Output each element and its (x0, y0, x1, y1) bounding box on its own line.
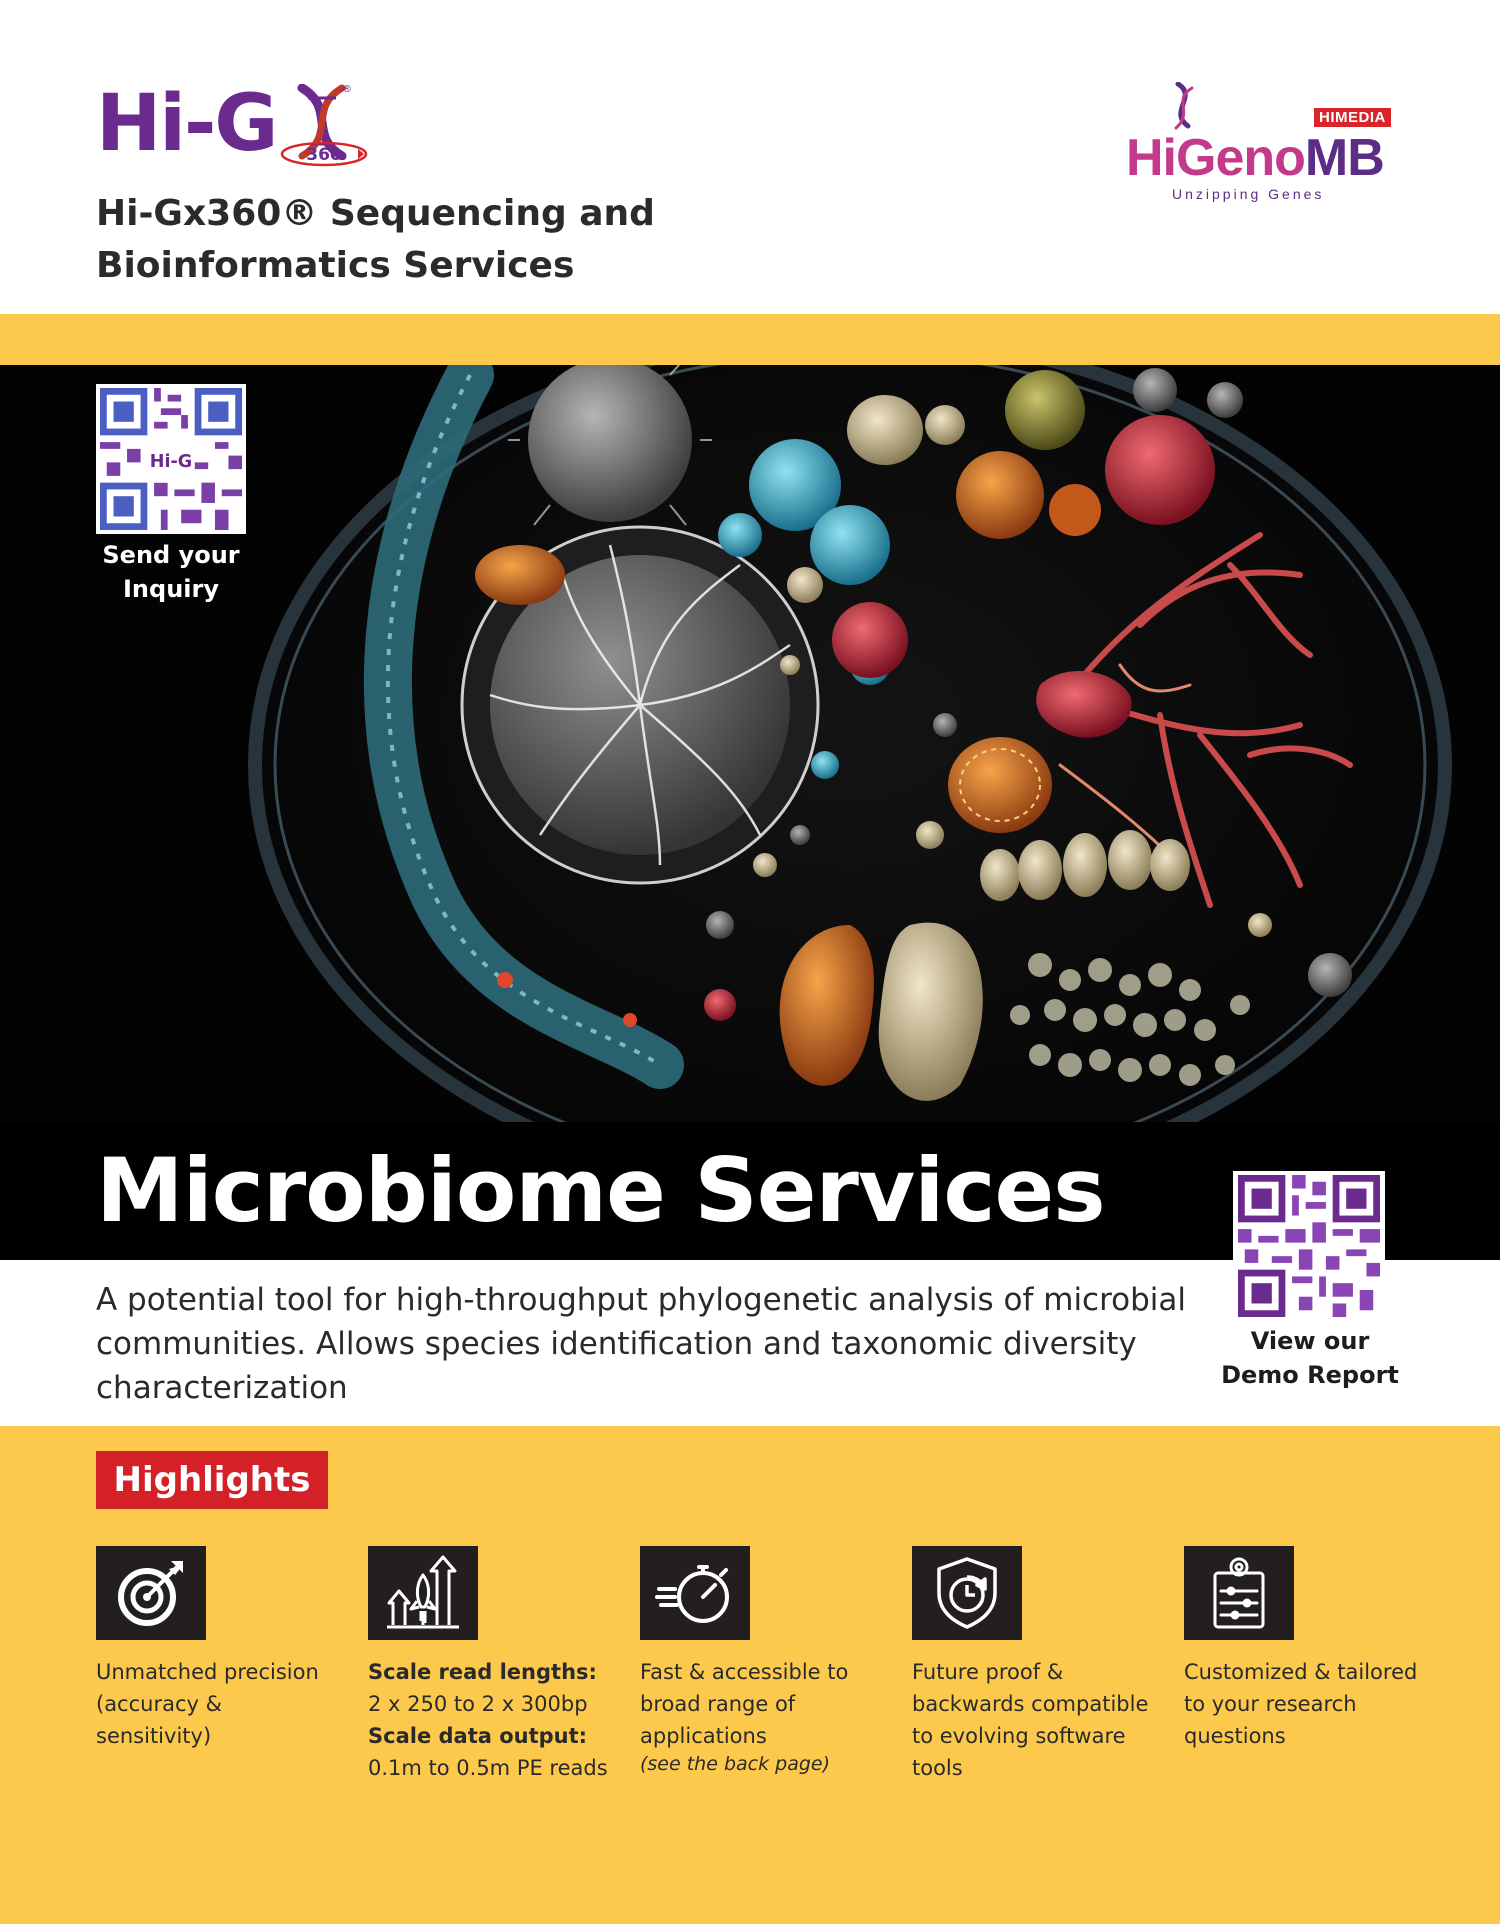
highlight-fast (640, 1546, 880, 1776)
inquiry-caption-line-2: Inquiry (123, 575, 219, 603)
highlight-text-main: Fast & accessible to broad range of applications (640, 1660, 849, 1748)
demo-report-caption (1200, 1324, 1420, 1392)
highlight-note: (see the back page) (640, 1753, 831, 1775)
page-title: Microbiome Services (96, 1139, 1105, 1242)
higeno-text: HiGeno (1126, 129, 1305, 187)
target-arrow-icon (96, 1546, 206, 1640)
read-length-value: 2 x 250 to 2 x 300bp (368, 1692, 588, 1716)
stopwatch-icon (640, 1546, 750, 1640)
read-length-label: Scale read lengths: (368, 1660, 597, 1684)
gear-clipboard-icon (1184, 1546, 1294, 1640)
demo-caption-line-1: View our (1250, 1327, 1370, 1355)
higenomb-wordmark (1126, 128, 1384, 188)
data-output-label: Scale data output: (368, 1724, 588, 1748)
mb-text: MB (1304, 129, 1384, 187)
inquiry-caption-line-1: Send your (102, 541, 240, 569)
page-subtitle (96, 188, 716, 292)
inquiry-qr-code[interactable] (96, 384, 246, 534)
subtitle-line-1: Hi-Gx360® Sequencing and (96, 193, 655, 234)
higenomb-tagline: Unzipping Genes (1172, 186, 1325, 202)
highlight-text (368, 1656, 608, 1784)
higx360-logo (96, 78, 366, 168)
highlight-future-proof (912, 1546, 1152, 1784)
360-ring-icon (278, 130, 370, 170)
highlights-heading: Highlights (96, 1451, 328, 1509)
demo-caption-line-2: Demo Report (1221, 1361, 1399, 1389)
registered-mark: ® (342, 84, 352, 95)
rocket-growth-icon (368, 1546, 478, 1640)
subtitle-line-2: Bioinformatics Services (96, 245, 575, 286)
highlight-scale (368, 1546, 608, 1784)
service-description: A potential tool for high-throughput phylogenetic analysis of microbial communities. Allows species identification and taxonomic diversity characterization (96, 1282, 1187, 1406)
shield-clock-icon (912, 1546, 1022, 1640)
higx-wordmark: Hi-G (96, 79, 277, 169)
demo-report-qr-code[interactable] (1233, 1171, 1385, 1321)
himedia-badge: HIMEDIA (1314, 108, 1391, 127)
qr-code-icon (1237, 1175, 1381, 1317)
higenomb-logo (1124, 82, 1414, 202)
data-output-value: 0.1m to 0.5m PE reads (368, 1756, 608, 1780)
highlight-customized (1184, 1546, 1424, 1752)
highlight-text: Customized & tailored to your research questions (1184, 1660, 1418, 1748)
qr-code-icon (100, 388, 242, 530)
header (0, 0, 1500, 314)
highlight-text: Future proof & backwards compatible to evolving software tools (912, 1660, 1149, 1780)
inquiry-caption (80, 538, 262, 606)
yellow-band (0, 314, 1500, 365)
svg-text:360: 360 (306, 145, 342, 165)
svg-text:Hi-G: Hi-G (149, 452, 193, 473)
highlight-text (640, 1656, 880, 1776)
highlight-text: Unmatched precision (accuracy & sensitivity) (96, 1660, 319, 1748)
highlight-precision (96, 1546, 336, 1752)
